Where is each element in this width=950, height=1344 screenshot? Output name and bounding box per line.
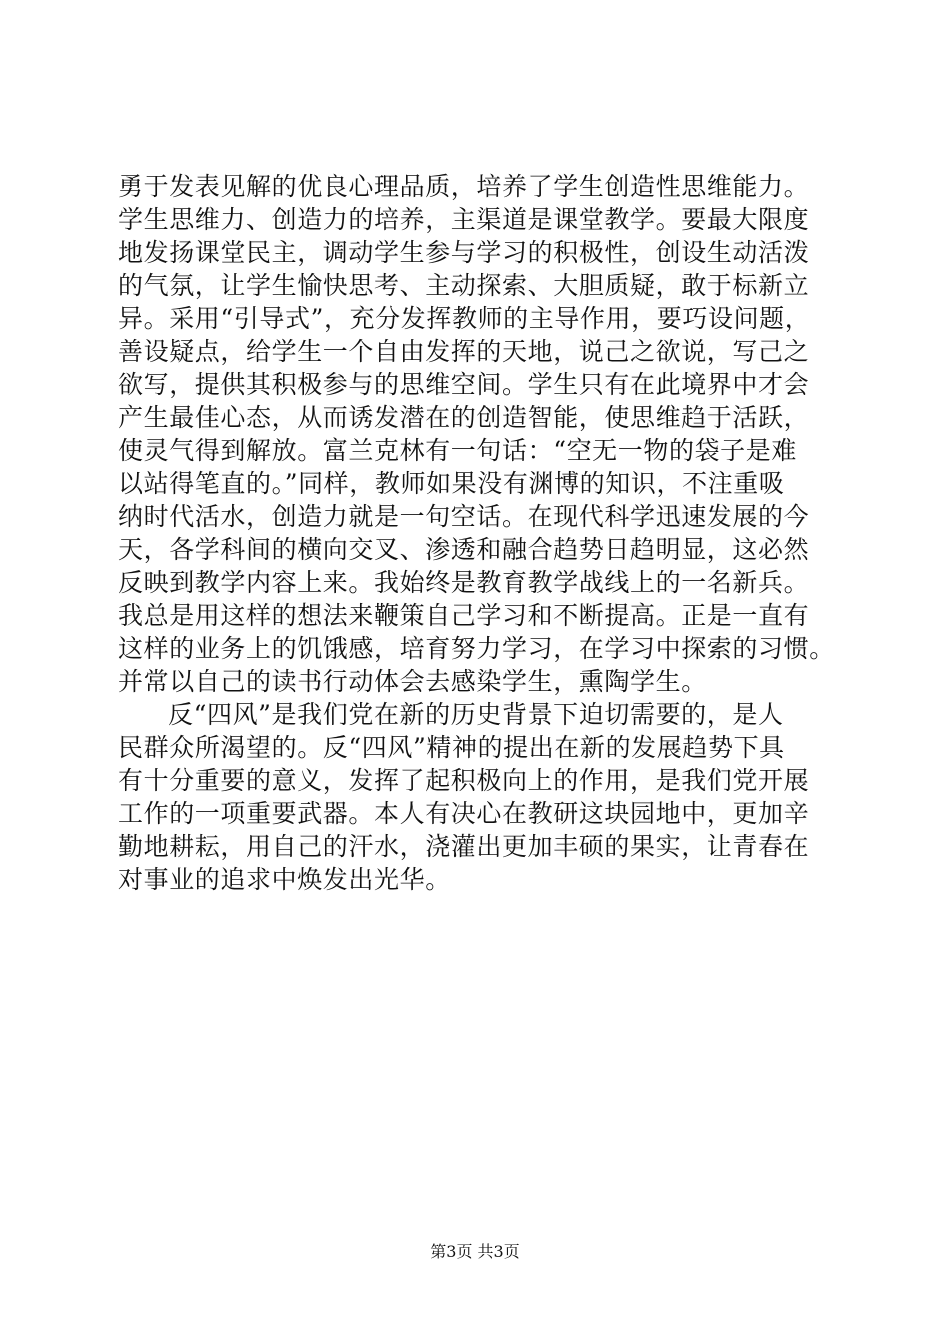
paragraph-1 xyxy=(118,170,858,698)
text-line: 学生思维力、创造力的培养，主渠道是课堂教学。要最大限度 xyxy=(118,205,810,234)
text-line: 有十分重要的意义，发挥了起积极向上的作用，是我们党开展 xyxy=(118,766,810,795)
text-line: 纳时代活水，创造力就是一句空话。在现代科学迅速发展的今 xyxy=(118,502,810,531)
text-line: 的气氛，让学生愉快思考、主动探索、大胆质疑，敢于标新立 xyxy=(118,271,810,300)
paragraph-2 xyxy=(118,698,858,896)
text-line: 勤地耕耘，用自己的汗水，浇灌出更加丰硕的果实，让青春在 xyxy=(118,832,810,861)
text-line: 并常以自己的读书行动体会去感染学生，熏陶学生。 xyxy=(118,667,707,696)
text-line: 产生最佳心态，从而诱发潜在的创造智能，使思维趋于活跃， xyxy=(118,403,810,432)
text-line: 善设疑点，给学生一个自由发挥的天地，说己之欲说，写己之 xyxy=(118,337,810,366)
text-line: 欲写，提供其积极参与的思维空间。学生只有在此境界中才会 xyxy=(118,370,810,399)
text-line: 我总是用这样的想法来鞭策自己学习和不断提高。正是一直有 xyxy=(118,601,810,630)
text-line: 异。采用“引导式”，充分发挥教师的主导作用，要巧设问题， xyxy=(118,304,811,333)
text-line: 民群众所渴望的。反“四风”精神的提出在新的发展趋势下具 xyxy=(118,733,785,762)
text-line: 使灵气得到解放。富兰克林有一句话：“空无一物的袋子是难 xyxy=(118,436,797,465)
text-line: 天，各学科间的横向交叉、渗透和融合趋势日趋明显，这必然 xyxy=(118,535,810,564)
body-text xyxy=(118,170,858,896)
page-number-footer: 第3页 共3页 xyxy=(430,1242,520,1261)
text-line: 以站得笔直的。”同样，教师如果没有渊博的知识，不注重吸 xyxy=(118,469,785,498)
text-line: 对事业的追求中焕发出光华。 xyxy=(118,865,451,894)
text-line: 工作的一项重要武器。本人有决心在教研这块园地中，更加辛 xyxy=(118,799,810,828)
text-line: 这样的业务上的饥饿感，培育努力学习，在学习中探索的习惯。 xyxy=(118,634,835,663)
text-line: 反“四风”是我们党在新的历史背景下迫切需要的，是人 xyxy=(168,700,784,729)
text-line: 反映到教学内容上来。我始终是教育教学战线上的一名新兵。 xyxy=(118,568,810,597)
text-line: 地发扬课堂民主，调动学生参与学习的积极性，创设生动活泼 xyxy=(118,238,810,267)
text-line: 勇于发表见解的优良心理品质，培养了学生创造性思维能力。 xyxy=(118,172,810,201)
